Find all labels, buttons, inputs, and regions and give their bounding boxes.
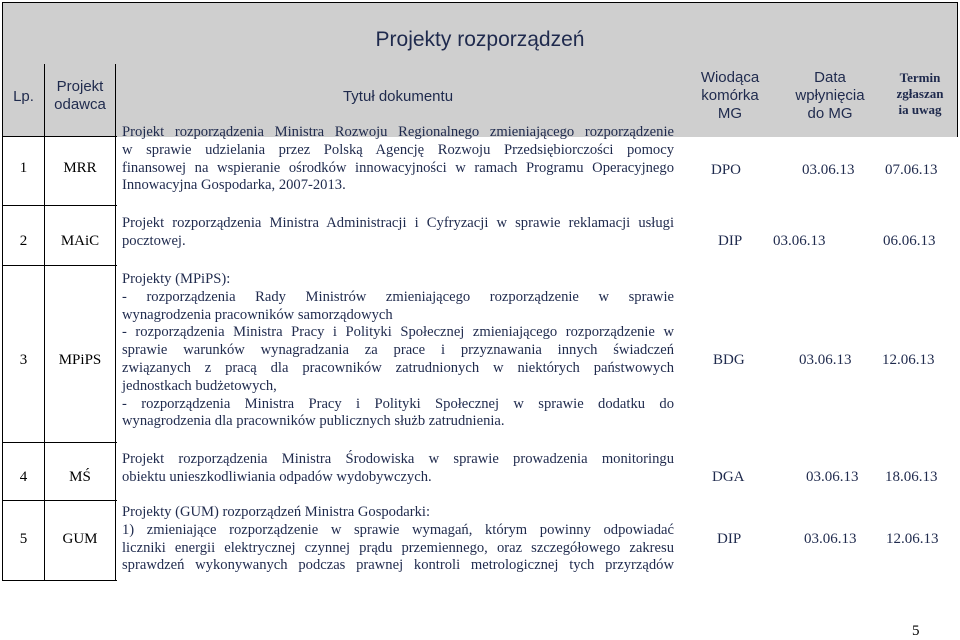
row-5-data: 03.06.13 bbox=[804, 531, 857, 547]
row-divider-3 bbox=[2, 442, 117, 443]
column-divider-odawca bbox=[115, 64, 116, 581]
row-3-komorka: BDG bbox=[713, 352, 745, 368]
row-3-termin: 12.06.13 bbox=[882, 352, 935, 368]
row-2-title-line: pocztowej. bbox=[122, 232, 186, 249]
column-header-tytul-label: Tytuł dokumentu bbox=[342, 88, 454, 105]
row-5-odawca: GUM bbox=[62, 531, 98, 547]
column-header-wiodaca-line2: komórka bbox=[701, 87, 759, 104]
column-header-termin-line2: zgłaszan bbox=[896, 86, 944, 101]
column-header-lp-label: Lp. bbox=[13, 88, 34, 105]
column-header-wiodaca-line1: Wiodąca bbox=[700, 69, 760, 86]
row-divider-2 bbox=[2, 265, 117, 266]
column-header-wiodaca bbox=[682, 69, 778, 123]
row-1-odawca: MRR bbox=[63, 160, 97, 176]
row-1-data: 03.06.13 bbox=[802, 162, 855, 178]
row-1-title-line: finansowej na wspieranie ośrodków innowacyjności w ramach Programu Operacyjnego bbox=[122, 159, 674, 176]
column-header-data-line1: Data bbox=[814, 69, 846, 86]
column-header-data-line3: do MG bbox=[807, 105, 853, 122]
column-header-projektodawca-line2: odawca bbox=[54, 96, 106, 113]
row-2-termin: 06.06.13 bbox=[883, 233, 936, 249]
row-4-title-line: obiektu unieszkodliwiania odpadów wydobywczych. bbox=[122, 468, 432, 485]
row-5-lp: 5 bbox=[19, 531, 28, 547]
row-2-title bbox=[122, 215, 674, 251]
row-2-odawca: MAiC bbox=[60, 233, 100, 249]
row-1-title-line: w sprawie udzielania przez Polską Agencję Rozwoju Przedsiębiorczości pomocy bbox=[122, 141, 674, 158]
row-5-title-line: sprawdzeń wykonywanych podczas prawnej kontroli metrologicznej tych przyrządów bbox=[122, 557, 674, 574]
column-header-lp bbox=[3, 88, 44, 106]
column-header-tytul bbox=[122, 88, 674, 106]
column-header-data bbox=[782, 69, 878, 123]
row-2-title-line: Projekt rozporządzenia Ministra Administracji i Cyfryzacji w sprawie reklamacji usługi bbox=[122, 215, 674, 231]
row-3-title-line: Projekty (MPiPS): bbox=[122, 271, 231, 287]
row-4-title-line: Projekt rozporządzenia Ministra Środowiska w sprawie prowadzenia monitoringu bbox=[122, 451, 674, 467]
page-number: 5 bbox=[912, 623, 920, 639]
row-divider-1 bbox=[2, 205, 117, 206]
row-4-lp: 4 bbox=[19, 469, 28, 485]
column-header-projektodawca-line1: Projekt bbox=[56, 78, 104, 95]
row-3-title-line: związanych z pracą dla pracowników zatrudnionych w niektórych państwowych bbox=[122, 359, 674, 376]
column-header-termin bbox=[884, 70, 956, 118]
row-1-lp: 1 bbox=[19, 160, 28, 176]
row-4-odawca: MŚ bbox=[69, 469, 91, 485]
row-5-title-line: 1) zmieniające rozporządzenie w sprawie wymagań, którym powinny odpowiadać bbox=[122, 521, 674, 538]
row-4-termin: 18.06.13 bbox=[885, 469, 938, 485]
row-3-odawca: MPiPS bbox=[58, 352, 102, 368]
row-4-data: 03.06.13 bbox=[806, 469, 859, 485]
column-header-wiodaca-line3: MG bbox=[717, 105, 743, 122]
row-5-komorka: DIP bbox=[717, 531, 742, 547]
row-3-title-line: wynagrodzenia dla pracowników publicznych służb zatrudnienia. bbox=[122, 413, 505, 430]
row-2-lp: 2 bbox=[19, 233, 28, 249]
row-5-title-line: Projekty (GUM) rozporządzeń Ministra Gospodarki: bbox=[122, 504, 431, 520]
table-border-top bbox=[2, 2, 958, 3]
page-title: Projekty rozporządzeń bbox=[375, 28, 585, 51]
row-divider-header bbox=[2, 136, 117, 137]
row-3-title-line: jednostkach budżetowych, bbox=[122, 377, 277, 394]
row-1-title-line: Innowacyjna Gospodarka, 2007-2013. bbox=[122, 177, 346, 194]
table-border-bottom bbox=[2, 580, 117, 581]
row-5-title bbox=[122, 504, 674, 575]
row-4-title bbox=[122, 451, 674, 487]
row-1-title-line: Projekt rozporządzenia Ministra Rozwoju Regionalnego zmieniającego rozporządzenie bbox=[122, 124, 674, 140]
row-divider-4 bbox=[2, 500, 117, 501]
row-5-title-line: liczniki energii elektrycznej czynnej prądu przemiennego, oraz szczegółowego zakresu bbox=[122, 539, 674, 556]
row-5-termin: 12.06.13 bbox=[886, 531, 939, 547]
row-2-data: 03.06.13 bbox=[773, 233, 826, 249]
row-3-title-line: sprawie warunków wynagradzania za prace i przyznawania innych świadczeń bbox=[122, 342, 674, 359]
column-divider-lp bbox=[44, 64, 45, 581]
row-3-lp: 3 bbox=[19, 352, 28, 368]
row-2-komorka: DIP bbox=[718, 233, 743, 249]
column-header-projektodawca bbox=[45, 78, 115, 114]
column-header-termin-line1: Termin bbox=[899, 70, 941, 85]
row-1-termin: 07.06.13 bbox=[885, 162, 938, 178]
row-3-title-line: wynagrodzenia pracowników samorządowych bbox=[122, 306, 393, 323]
row-3-title-line: - rozporządzenia Ministra Pracy i Polityki Społecznej zmieniającego rozporządzenie w bbox=[122, 324, 674, 341]
row-3-data: 03.06.13 bbox=[799, 352, 852, 368]
row-3-title-line: - rozporządzenia Rady Ministrów zmieniającego rozporządzenie w sprawie bbox=[122, 288, 674, 305]
row-4-komorka: DGA bbox=[712, 469, 745, 485]
table-border-right bbox=[957, 2, 958, 137]
column-header-data-line2: wpłynięcia bbox=[795, 87, 865, 104]
row-1-komorka: DPO bbox=[711, 162, 742, 178]
row-3-title-line: - rozporządzenia Ministra Pracy i Polityki Społecznej w sprawie dodatku do bbox=[122, 395, 674, 412]
row-1-title bbox=[122, 124, 674, 195]
row-3-title bbox=[122, 271, 674, 431]
column-header-termin-line3: ia uwag bbox=[898, 102, 942, 117]
